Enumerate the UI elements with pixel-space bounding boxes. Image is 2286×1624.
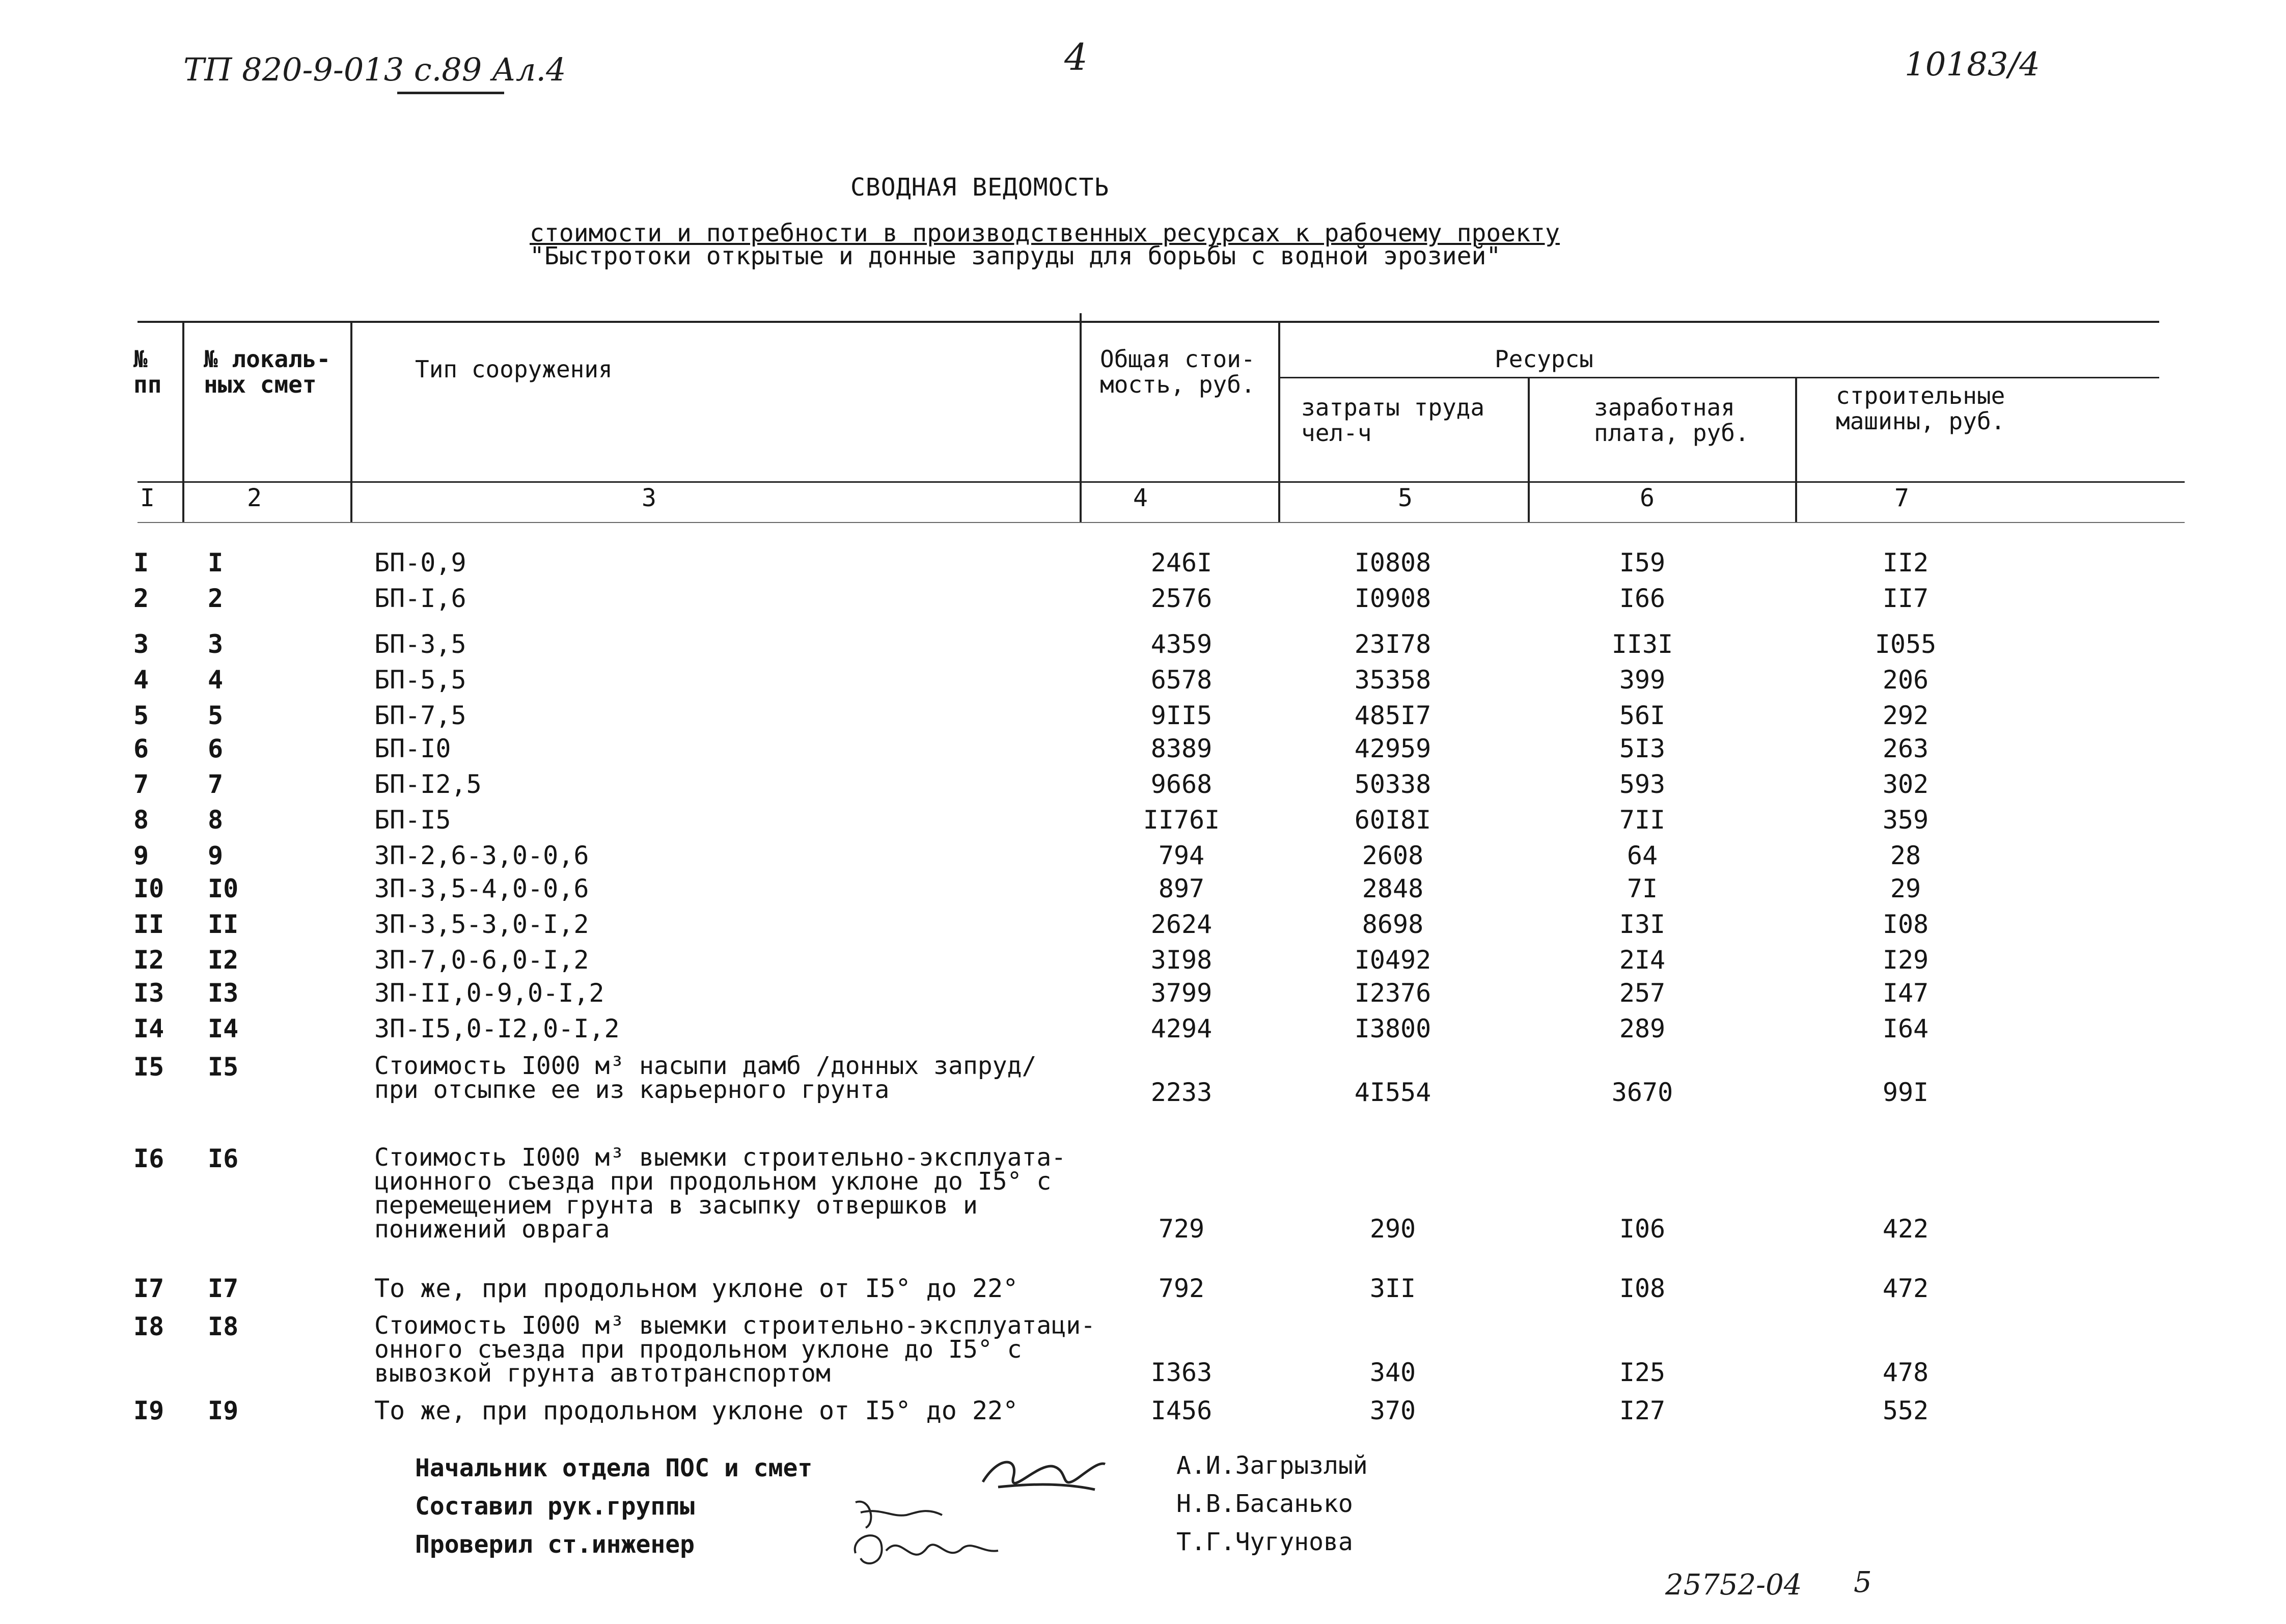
row-cost: II76I — [1143, 805, 1220, 835]
row-wages: I08 — [1619, 1274, 1666, 1303]
row-no: 5 — [133, 701, 149, 730]
row-no: I0 — [133, 874, 164, 903]
row-local: I7 — [208, 1274, 239, 1303]
row-cost: 4359 — [1150, 629, 1213, 659]
row-local: I8 — [208, 1312, 239, 1341]
row-local: I4 — [208, 1014, 239, 1043]
row-type: БП-I0 — [374, 734, 451, 763]
col-divider-6 — [1795, 378, 1797, 522]
row-wages: 289 — [1619, 1014, 1666, 1043]
colnum-5: 5 — [1398, 484, 1413, 512]
row-cost: 9II5 — [1150, 701, 1213, 730]
row-no: 8 — [133, 805, 149, 835]
row-labor: I0908 — [1354, 584, 1431, 613]
row-no: 4 — [133, 665, 149, 695]
row-15-type: Стоимость I000 м³ насыпи дамб /донных запруд/ при отсыпке ее из карьерного грунта — [374, 1052, 1037, 1104]
row-no: I3 — [133, 978, 164, 1008]
row-type: ЗП-I5,0-I2,0-I,2 — [374, 1014, 620, 1043]
signature-name-2: Н.В.Басанько — [1176, 1490, 1353, 1518]
row-machines: 29 — [1890, 874, 1921, 903]
row-machines: 422 — [1882, 1214, 1929, 1244]
row-cost: 9668 — [1150, 769, 1213, 799]
row-local: 2 — [208, 584, 224, 613]
resources-rule — [1278, 377, 2159, 378]
row-type: ЗП-3,5-3,0-I,2 — [374, 910, 589, 939]
row-cost: 729 — [1158, 1214, 1205, 1244]
row-cost: I456 — [1150, 1396, 1213, 1425]
row-machines: II2 — [1882, 548, 1929, 577]
row-local: 6 — [208, 734, 224, 763]
row-wages: I27 — [1619, 1396, 1666, 1425]
row-labor: 35358 — [1354, 665, 1431, 695]
colnum-2: 2 — [247, 484, 262, 512]
row-local: 3 — [208, 629, 224, 659]
row-no: I9 — [133, 1396, 164, 1425]
row-machines: 552 — [1882, 1396, 1929, 1425]
row-machines: I64 — [1882, 1014, 1929, 1043]
row-type: ЗП-II,0-9,0-I,2 — [374, 978, 604, 1008]
row-no: I8 — [133, 1312, 164, 1341]
row-local: I5 — [208, 1052, 239, 1082]
row-local: 4 — [208, 665, 224, 695]
row-wages: I59 — [1619, 548, 1666, 577]
row-local: 8 — [208, 805, 224, 835]
row-type: БП-5,5 — [374, 665, 466, 695]
handwritten-signature-3 — [845, 1523, 1008, 1579]
row-labor: 2848 — [1362, 874, 1424, 903]
row-no: 6 — [133, 734, 149, 763]
row-wages: II3I — [1611, 629, 1673, 659]
row-wages: 593 — [1619, 769, 1666, 799]
row-type: БП-I5 — [374, 805, 451, 835]
row-machines: 28 — [1890, 841, 1921, 870]
row-cost: 2624 — [1150, 910, 1213, 939]
row-16-type: Стоимость I000 м³ выемки строительно-эксплуата- ционного съезда при продольном уклоне до I5° с перемещением грунта в засыпку отвершков и понижений оврага — [374, 1143, 1066, 1244]
row-local: I3 — [208, 978, 239, 1008]
row-machines: 206 — [1882, 665, 1929, 695]
row-wages: 5I3 — [1619, 734, 1666, 763]
row-labor: I0808 — [1354, 548, 1431, 577]
row-cost: 8389 — [1150, 734, 1213, 763]
row-machines: 292 — [1882, 701, 1929, 730]
row-type: БП-3,5 — [374, 629, 466, 659]
row-labor: 23I78 — [1354, 629, 1431, 659]
row-wages: 3670 — [1611, 1078, 1673, 1107]
colnum-7: 7 — [1894, 484, 1909, 512]
col-header-type: Тип сооружения — [415, 355, 613, 383]
archive-number: 10183/4 — [1905, 46, 2040, 84]
document-code: ТП 820-9-013 с.89 Ал.4 — [183, 51, 566, 88]
row-labor: I2376 — [1354, 978, 1431, 1008]
row-local: 9 — [208, 841, 224, 870]
row-no: 7 — [133, 769, 149, 799]
col-header-local: № локаль-ных смет — [204, 345, 331, 398]
row-type: То же, при продольном уклоне от I5° до 22° — [374, 1274, 1018, 1303]
row-wages: I66 — [1619, 584, 1666, 613]
col-divider-2 — [350, 321, 352, 522]
col-header-resources: Ресурсы — [1495, 345, 1593, 373]
signature-role-1: Начальник отдела ПОС и смет — [415, 1454, 813, 1482]
row-labor: 485I7 — [1354, 701, 1431, 730]
row-local: II — [208, 910, 239, 939]
col-header-labor: затраты труда чел-ч — [1301, 394, 1485, 447]
row-wages: 399 — [1619, 665, 1666, 695]
row-cost: 246I — [1150, 548, 1213, 577]
row-machines: I29 — [1882, 945, 1929, 975]
row-wages: I06 — [1619, 1214, 1666, 1244]
row-local: 5 — [208, 701, 224, 730]
row-labor: 2608 — [1362, 841, 1424, 870]
row-18-type: Стоимость I000 м³ выемки строительно-эксплуатаци- онного съезда при продольном уклоне до I5° с вывозкой грунта автотранспортом — [374, 1311, 1096, 1388]
row-wages: 7II — [1619, 805, 1666, 835]
col-header-machines: строительные машины, руб. — [1836, 382, 2005, 435]
colnum-rule — [137, 481, 2185, 483]
row-type: БП-I,6 — [374, 584, 466, 613]
colnum-1: I — [140, 484, 155, 512]
col-divider-4 — [1278, 321, 1280, 522]
row-type: БП-I2,5 — [374, 769, 482, 799]
row-cost: 3I98 — [1150, 945, 1213, 975]
table-top-rule — [137, 321, 2159, 323]
row-machines: 263 — [1882, 734, 1929, 763]
row-local: I9 — [208, 1396, 239, 1425]
row-local: I0 — [208, 874, 239, 903]
code-underline — [397, 92, 504, 94]
row-local: 7 — [208, 769, 224, 799]
row-cost: 897 — [1158, 874, 1205, 903]
title-line-2: "Быстротоки открытые и донные запруды для борьбы с водной эрозией" — [530, 242, 1501, 270]
row-machines: 359 — [1882, 805, 1929, 835]
row-labor: 4I554 — [1354, 1078, 1431, 1107]
row-labor: 50338 — [1354, 769, 1431, 799]
col-divider-5 — [1528, 378, 1530, 522]
row-labor: 42959 — [1354, 734, 1431, 763]
row-cost: 2576 — [1150, 584, 1213, 613]
row-wages: 56I — [1619, 701, 1666, 730]
row-type: ЗП-3,5-4,0-0,6 — [374, 874, 589, 903]
row-type: ЗП-7,0-6,0-I,2 — [374, 945, 589, 975]
row-machines: I055 — [1875, 629, 1937, 659]
footer-code: 25752-04 — [1665, 1568, 1802, 1602]
row-no: I5 — [133, 1052, 164, 1082]
document-title: СВОДНАЯ ВЕДОМОСТЬ — [850, 173, 1110, 202]
row-type: БП-0,9 — [374, 548, 466, 577]
row-cost: 6578 — [1150, 665, 1213, 695]
row-type: ЗП-2,6-3,0-0,6 — [374, 841, 589, 870]
row-wages: 64 — [1627, 841, 1658, 870]
row-labor: 60I8I — [1354, 805, 1431, 835]
row-cost: 2233 — [1150, 1078, 1213, 1107]
row-labor: 340 — [1369, 1358, 1416, 1387]
row-labor: I3800 — [1354, 1014, 1431, 1043]
signature-name-3: Т.Г.Чугунова — [1176, 1528, 1353, 1556]
row-machines: II7 — [1882, 584, 1929, 613]
col-divider-3 — [1080, 313, 1082, 522]
row-no: 9 — [133, 841, 149, 870]
row-machines: 478 — [1882, 1358, 1929, 1387]
signature-name-1: А.И.Загрызлый — [1176, 1451, 1368, 1480]
colnum-3: 3 — [642, 484, 656, 512]
row-machines: I08 — [1882, 910, 1929, 939]
row-no: 3 — [133, 629, 149, 659]
row-labor: 8698 — [1362, 910, 1424, 939]
row-machines: I47 — [1882, 978, 1929, 1008]
row-cost: 794 — [1158, 841, 1205, 870]
row-wages: 257 — [1619, 978, 1666, 1008]
colnum-4: 4 — [1133, 484, 1148, 512]
row-cost: 792 — [1158, 1274, 1205, 1303]
title-line-1: стоимости и потребности в производственных ресурсах к рабочему проекту — [530, 219, 1560, 247]
row-wages: 7I — [1627, 874, 1658, 903]
row-wages: I3I — [1619, 910, 1666, 939]
row-no: I — [133, 548, 149, 577]
col-header-cost: Общая стои-мость, руб. — [1100, 345, 1255, 398]
colnum-6: 6 — [1640, 484, 1655, 512]
row-type: БП-7,5 — [374, 701, 466, 730]
row-wages: I25 — [1619, 1358, 1666, 1387]
row-labor: 290 — [1369, 1214, 1416, 1244]
row-no: I6 — [133, 1144, 164, 1173]
row-local: I — [208, 548, 224, 577]
row-no: 2 — [133, 584, 149, 613]
row-wages: 2I4 — [1619, 945, 1666, 975]
footer-page: 5 — [1854, 1566, 1872, 1599]
header-bottom-rule — [137, 522, 2185, 523]
row-cost: 3799 — [1150, 978, 1213, 1008]
row-machines: 302 — [1882, 769, 1929, 799]
col-header-wages: заработная плата, руб. — [1594, 394, 1749, 447]
row-no: I4 — [133, 1014, 164, 1043]
signature-role-3: Проверил ст.инженер — [415, 1530, 695, 1559]
row-cost: 4294 — [1150, 1014, 1213, 1043]
row-labor: I0492 — [1354, 945, 1431, 975]
row-no: I2 — [133, 945, 164, 975]
row-labor: 370 — [1369, 1396, 1416, 1425]
col-header-no: № пп — [133, 345, 162, 398]
row-local: I6 — [208, 1144, 239, 1173]
row-no: II — [133, 910, 164, 939]
row-local: I2 — [208, 945, 239, 975]
row-machines: 472 — [1882, 1274, 1929, 1303]
row-no: I7 — [133, 1274, 164, 1303]
signature-role-2: Составил рук.группы — [415, 1492, 695, 1521]
col-divider-1 — [182, 321, 184, 522]
row-cost: I363 — [1150, 1358, 1213, 1387]
page-mark: 4 — [1064, 36, 1088, 78]
row-machines: 99I — [1882, 1078, 1929, 1107]
row-type: То же, при продольном уклоне от I5° до 22° — [374, 1396, 1018, 1425]
handwritten-signature-1 — [978, 1446, 1110, 1507]
row-labor: 3II — [1369, 1274, 1416, 1303]
